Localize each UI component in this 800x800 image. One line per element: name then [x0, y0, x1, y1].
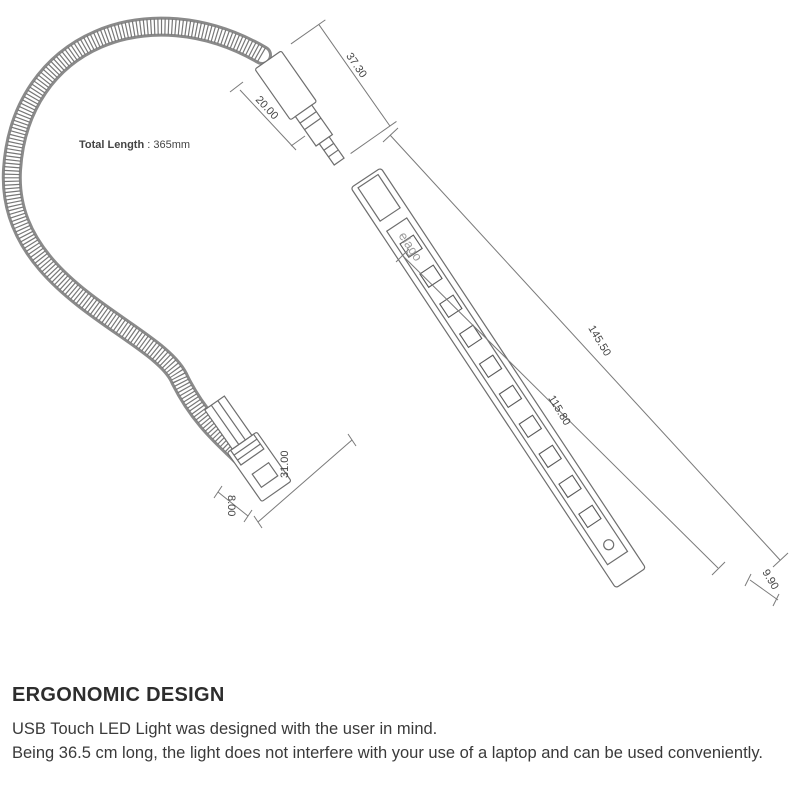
dim-label-usb-width: 8.00: [225, 495, 237, 517]
dim-label-bar-length: 145.50: [585, 323, 614, 359]
dim-label-bar-width: 9.90: [759, 567, 781, 592]
gooseneck-cable: [12, 27, 262, 455]
dim-label-plug-width: 20.00: [252, 93, 281, 123]
dimension-bar-width: [745, 567, 781, 606]
dim-label-usb-length: 31.00: [279, 450, 291, 478]
dimension-usb-width: [214, 486, 252, 522]
dimension-led-span: [396, 249, 725, 575]
brand-logo: elago: [395, 228, 426, 264]
usb-plug: [200, 393, 291, 502]
dim-label-plug-length: 37.30: [343, 50, 369, 81]
caption-line-1: USB Touch LED Light was designed with the user in mind.: [12, 720, 438, 738]
caption-block: [12, 684, 792, 765]
total-length-label: [79, 139, 190, 151]
caption-line-2: Being 36.5 cm long, the light does not interfere with your use of a laptop and can be used conveniently.: [12, 744, 763, 762]
led-bar: [351, 168, 646, 588]
total-length-title: Total Length: [79, 139, 145, 151]
caption-title: ERGONOMIC DESIGN: [12, 684, 225, 706]
total-length-separator: :: [144, 139, 154, 151]
total-length-value: 365mm: [153, 139, 191, 151]
dim-label-led-span: 115.80: [545, 393, 573, 428]
